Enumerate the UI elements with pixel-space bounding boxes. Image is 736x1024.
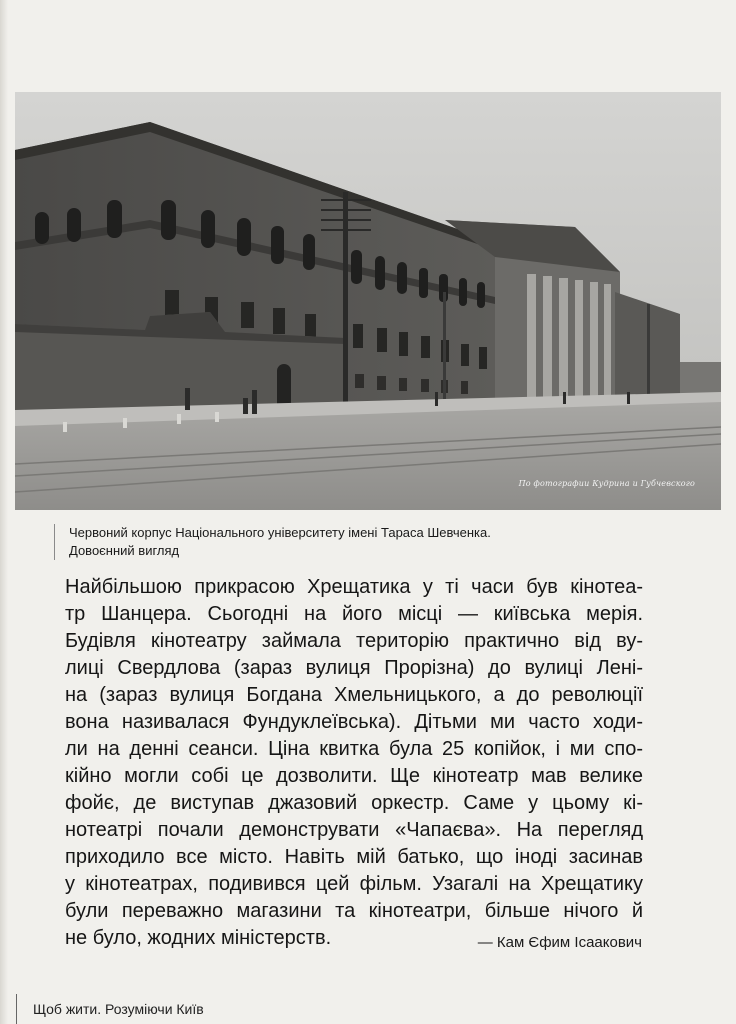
body-line: ли на денні сеанси. Ціна квитка була 25 копійок, і ми спо-: [65, 738, 643, 760]
body-line: на (зараз вулиця Богдана Хмельницького, а до революції: [65, 684, 643, 706]
quote-author: — Кам Єфим Ісаакович: [477, 934, 642, 951]
body-line: тр Шанцера. Сьогодні на його місці — київська мерія.: [65, 603, 643, 625]
body-line: фойє, де виступав джазовий оркестр. Саме у цьому кі-: [65, 792, 643, 814]
university-building-photo: [15, 92, 721, 510]
caption-line-2: Довоєнний вигляд: [69, 543, 180, 558]
body-line: приходило все місто. Навіть мій батько, що іноді засинав: [65, 846, 643, 868]
body-line: лиці Свердлова (зараз вулиця Прорізна) до вулиці Лені-: [65, 657, 643, 679]
historic-photo: [15, 92, 721, 510]
body-line: Будівля кінотеатру займала територію практично від ву-: [65, 630, 643, 652]
body-line: вона називалася Фундуклеївська). Дітьми ми часто ходи-: [65, 711, 643, 733]
photo-caption: [54, 524, 669, 560]
body-line: не було, жодних міністерств.: [65, 927, 332, 949]
body-line: нотеатрі почали демонструвати «Чапаєва». На перегляд: [65, 819, 643, 841]
body-text: [65, 574, 643, 952]
photo-credit: По фотографии Кудрина и Губчевского: [518, 479, 695, 488]
caption-line-1: Червоний корпус Національного університету імені Тараса Шевченка.: [69, 525, 491, 540]
page-edge: [0, 0, 8, 1024]
body-line: кійно могли собі це дозволити. Ще кінотеатр мав велике: [65, 765, 643, 787]
body-line: були переважно магазини та кінотеатри, більше нічого й: [65, 900, 643, 922]
running-footer: Щоб жити. Розуміючи Київ: [16, 994, 204, 1024]
body-line: Найбільшою прикрасою Хрещатика у ті часи був кінотеа-: [65, 576, 643, 598]
body-line: у кінотеатрах, подивився цей фільм. Узагалі на Хрещатику: [65, 873, 643, 895]
